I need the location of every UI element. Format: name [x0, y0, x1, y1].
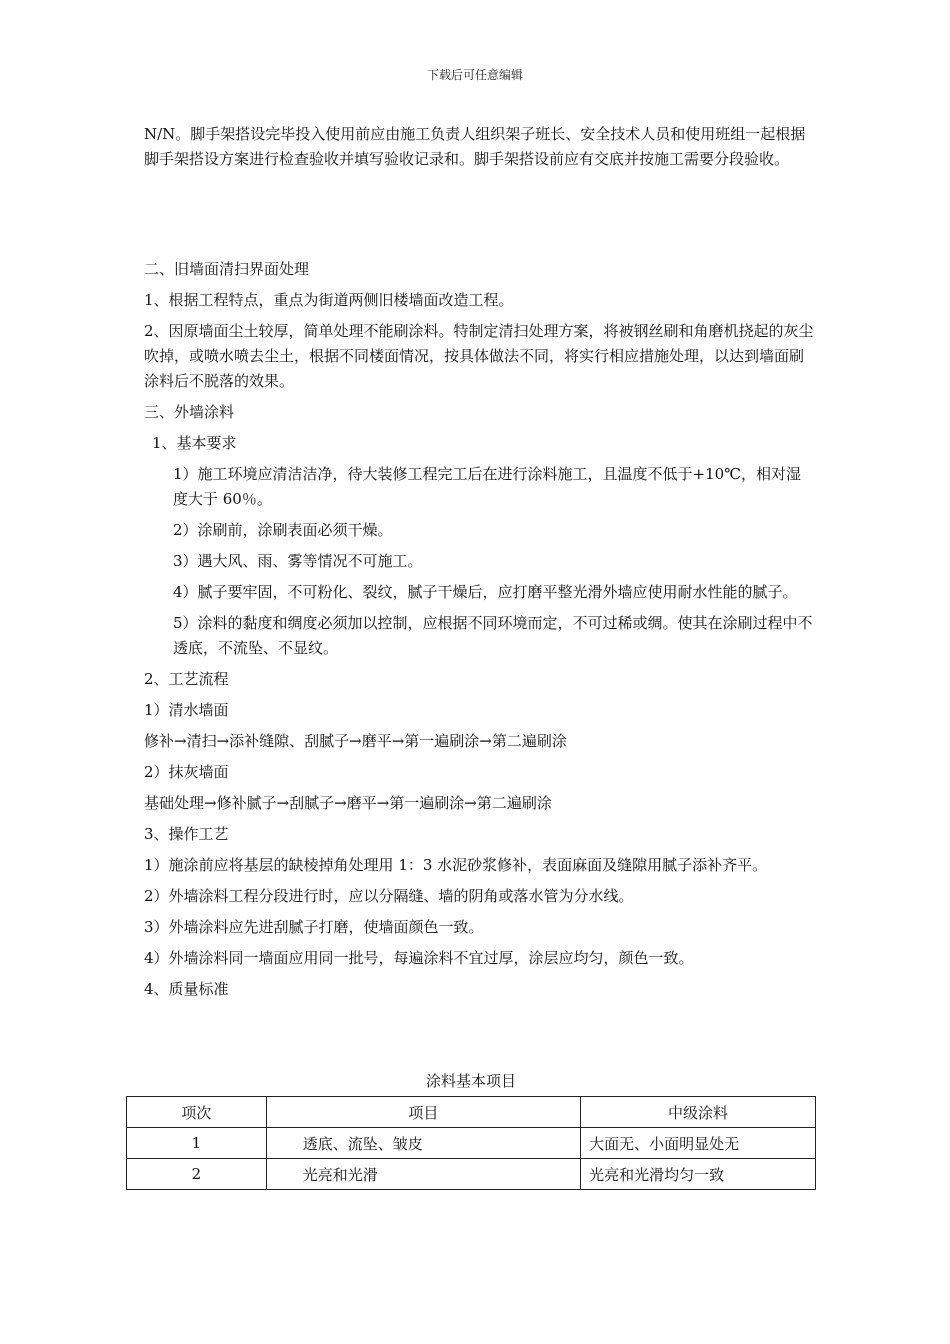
subsection-basic-requirements: 1、基本要求 [152, 434, 237, 452]
paragraph-cleaning-plan: 2、因原墙面尘土较厚，简单处理不能刷涂料。特制定清扫处理方案，将被钢丝刷和角磨机挠起的灰尘吹掉，或喷水喷去尘土，根据不同楼面情况，按具体做法不同，将实行相应措施处理，以达到墙面刷涂料后不脱落的效果。 [144, 322, 814, 390]
section-title-exterior-paint: 三、外墙涂料 [144, 403, 235, 421]
table-header-row [127, 1097, 816, 1128]
table-cell: 2 [127, 1159, 267, 1190]
table-cell: 光亮和光滑均匀一致 [581, 1159, 816, 1190]
subsection-operation-process: 3、操作工艺 [144, 825, 229, 843]
document-body [144, 122, 814, 1008]
requirement-item-2: 2）涂刷前，涂刷表面必须干燥。 [173, 521, 393, 539]
table-cell: 光亮和光滑 [266, 1159, 580, 1190]
requirement-item-1: 1）施工环境应清洁洁净，待大装修工程完工后在进行涂料施工，且温度不低于+10℃，相对湿度大于 60％。 [173, 465, 801, 508]
flow-title-clear-water-wall: 1）清水墙面 [144, 701, 229, 719]
section-title-old-wall: 二、旧墙面清扫界面处理 [144, 260, 310, 278]
table-cell: 大面无、小面明显处无 [581, 1128, 816, 1159]
operation-item-4: 4）外墙涂料同一墙面应用同一批号，每遍涂料不宜过厚，涂层应均匀，颜色一致。 [144, 949, 694, 967]
table-row [127, 1128, 816, 1159]
page-header-note: 下载后可任意编辑 [426, 68, 523, 82]
spacer [144, 178, 814, 257]
table-caption: 涂料基本项目 [425, 1072, 516, 1090]
header-cell-index: 项次 [127, 1097, 267, 1128]
operation-item-1: 1）施涂前应将基层的缺棱掉角处理用 1：3 水泥砂浆修补，表面麻面及缝隙用腻子添补齐平。 [144, 856, 768, 874]
header-cell-grade: 中级涂料 [581, 1097, 816, 1128]
table-cell: 1 [127, 1128, 267, 1159]
table-row [127, 1159, 816, 1190]
flow-steps-plaster-wall: 基础处理→修补腻子→刮腻子→磨平→第一遍刷涂→第二遍刷涂 [144, 794, 552, 812]
subsection-quality-standard: 4、质量标准 [144, 980, 229, 998]
paragraph-project-feature: 1、根据工程特点，重点为街道两侧旧楼墙面改造工程。 [144, 291, 514, 309]
subsection-process-flow: 2、工艺流程 [144, 670, 229, 688]
paragraph-scaffold-inspection: N/N。脚手架搭设完毕投入使用前应由施工负责人组织架子班长、安全技术人员和使用班组一起根据脚手架搭设方案进行检查验收并填写验收记录和。脚手架搭设前应有交底并按施工需要分段验收。 [144, 125, 806, 168]
table-cell: 透底、流坠、皱皮 [266, 1128, 580, 1159]
quality-table [126, 1096, 816, 1190]
header-cell-item: 项目 [266, 1097, 580, 1128]
operation-item-3: 3）外墙涂料应先进刮腻子打磨，使墙面颜色一致。 [144, 918, 484, 936]
requirement-item-3: 3）遇大风、雨、雾等情况不可施工。 [173, 552, 423, 570]
flow-steps-clear-water-wall: 修补→清扫→添补缝隙、刮腻子→磨平→第一遍刷涂→第二遍刷涂 [144, 732, 567, 750]
operation-item-2: 2）外墙涂料工程分段进行时，应以分隔缝、墙的阴角或落水管为分水线。 [144, 887, 634, 905]
requirement-item-4: 4）腻子要牢固，不可粉化、裂纹，腻子干燥后，应打磨平整光滑外墙应使用耐水性能的腻子。 [173, 583, 798, 601]
flow-title-plaster-wall: 2）抹灰墙面 [144, 763, 229, 781]
requirement-item-5: 5）涂料的黏度和绸度必须加以控制，应根据不同环境而定，不可过稀或绸。使其在涂刷过程中不透底，不流坠、不显纹。 [173, 614, 813, 657]
